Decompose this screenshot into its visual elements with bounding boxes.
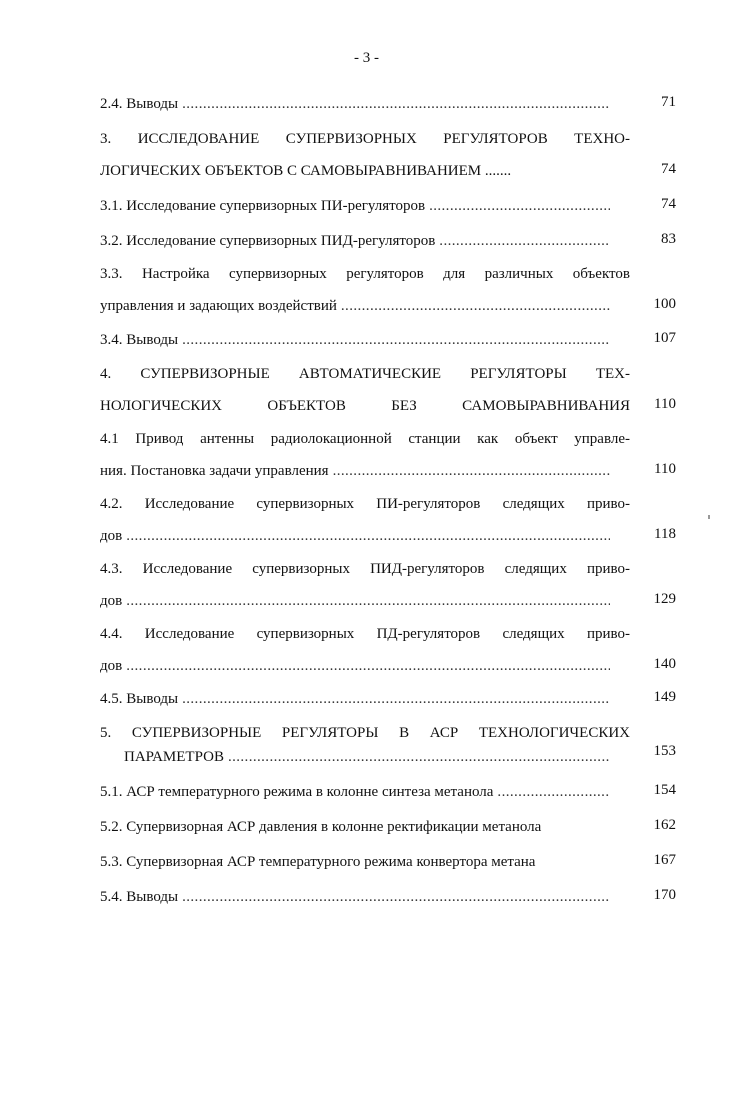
toc-entry-title: 5.1. АСР температурного режима в колонне синтеза метанола: [100, 784, 494, 800]
toc-entry-page: 153: [653, 743, 676, 759]
toc-entry-title: 3.1. Исследование супервизорных ПИ-регуляторов: [100, 198, 426, 214]
toc-entry-title: 4.3. Исследование супервизорных ПИД-регуляторов следящих приво-: [100, 561, 630, 577]
toc-entry: [100, 264, 676, 316]
toc-entry: [100, 129, 676, 181]
toc-entry-title-cont: НОЛОГИЧЕСКИХ ОБЪЕКТОВ БЕЗ САМОВЫРАВНИВАНИЯ: [100, 398, 630, 414]
toc-entry-page: 71: [661, 94, 676, 110]
toc-entry-page: 100: [653, 296, 676, 312]
toc-entry-title: 5.3. Супервизорная АСР температурного режима конвертора метана: [100, 854, 536, 870]
toc-entry-title: 4.2. Исследование супервизорных ПИ-регуляторов следящих приво-: [100, 496, 630, 512]
toc-entry-title-cont: дов: [100, 528, 123, 544]
page-number: - 3 -: [354, 50, 379, 66]
toc-entry: [100, 852, 676, 872]
toc-entry-page: 162: [653, 817, 676, 833]
toc-entry-title: 4.1 Привод антенны радиолокационной станции как объект управле-: [100, 431, 630, 447]
toc-entry-title-cont: ЛОГИЧЕСКИХ ОБЪЕКТОВ С САМОВЫРАВНИВАНИЕМ .......: [100, 163, 512, 179]
toc-entry-page: 167: [653, 852, 676, 868]
toc-entry-page: 140: [653, 656, 676, 672]
toc-entry: [100, 723, 676, 767]
toc-entry-page: 110: [654, 461, 676, 477]
toc-entry-title: 3. ИССЛЕДОВАНИЕ СУПЕРВИЗОРНЫХ РЕГУЛЯТОРОВ ТЕХНО-: [100, 131, 630, 147]
toc-entry-title: 5.4. Выводы: [100, 889, 179, 905]
toc-entry-title: 5. СУПЕРВИЗОРНЫЕ РЕГУЛЯТОРЫ В АСР ТЕХНОЛОГИЧЕСКИХ: [100, 725, 630, 741]
toc-entry: [100, 817, 676, 837]
toc-entry-page: 129: [653, 591, 676, 607]
toc-entry-page: 74: [661, 196, 676, 212]
toc-entry: [100, 782, 676, 802]
toc-entry: [100, 689, 676, 709]
toc-entry: [100, 364, 676, 416]
toc-entry: [100, 196, 676, 216]
toc-entry: [100, 624, 676, 676]
toc-entry-title-cont: ния. Постановка задачи управления: [100, 463, 329, 479]
toc-entry: [100, 887, 676, 907]
toc-entry-title: 2.4. Выводы: [100, 96, 179, 112]
toc-entry: [100, 231, 676, 251]
toc-entry-page: 154: [653, 782, 676, 798]
toc-entry: [100, 330, 676, 350]
toc-entry-title: 4.4. Исследование супервизорных ПД-регуляторов следящих приво-: [100, 626, 630, 642]
toc-entry-page: 74: [661, 161, 676, 177]
toc-entry-title: 3.3. Настройка супервизорных регуляторов для различных объектов: [100, 266, 630, 282]
toc-entry-title: 3.2. Исследование супервизорных ПИД-регуляторов: [100, 233, 436, 249]
toc-entry-title-cont: ПАРАМЕТРОВ: [124, 749, 224, 765]
toc-entry-page: 83: [661, 231, 676, 247]
toc-entry-title: 3.4. Выводы: [100, 332, 179, 348]
scan-speck: [708, 515, 710, 519]
toc-entry-title-cont: дов: [100, 658, 123, 674]
toc-entry-page: 118: [654, 526, 676, 542]
toc-entry-page: 170: [653, 887, 676, 903]
toc-entry-page: 110: [654, 396, 676, 412]
toc-entry-title: 4.5. Выводы: [100, 691, 179, 707]
toc-entry: [100, 94, 676, 114]
toc-entry-title-cont: дов: [100, 593, 123, 609]
toc-entry-title-cont: управления и задающих воздействий: [100, 298, 337, 314]
toc-entry-title: 5.2. Супервизорная АСР давления в колонне ректификации метанола: [100, 819, 542, 835]
toc-entry-page: 107: [653, 330, 676, 346]
toc-entry: [100, 559, 676, 611]
toc-entry-title: 4. СУПЕРВИЗОРНЫЕ АВТОМАТИЧЕСКИЕ РЕГУЛЯТОРЫ ТЕХ-: [100, 366, 630, 382]
toc-entry: [100, 429, 676, 481]
toc-entry-page: 149: [653, 689, 676, 705]
toc-entry: [100, 494, 676, 546]
